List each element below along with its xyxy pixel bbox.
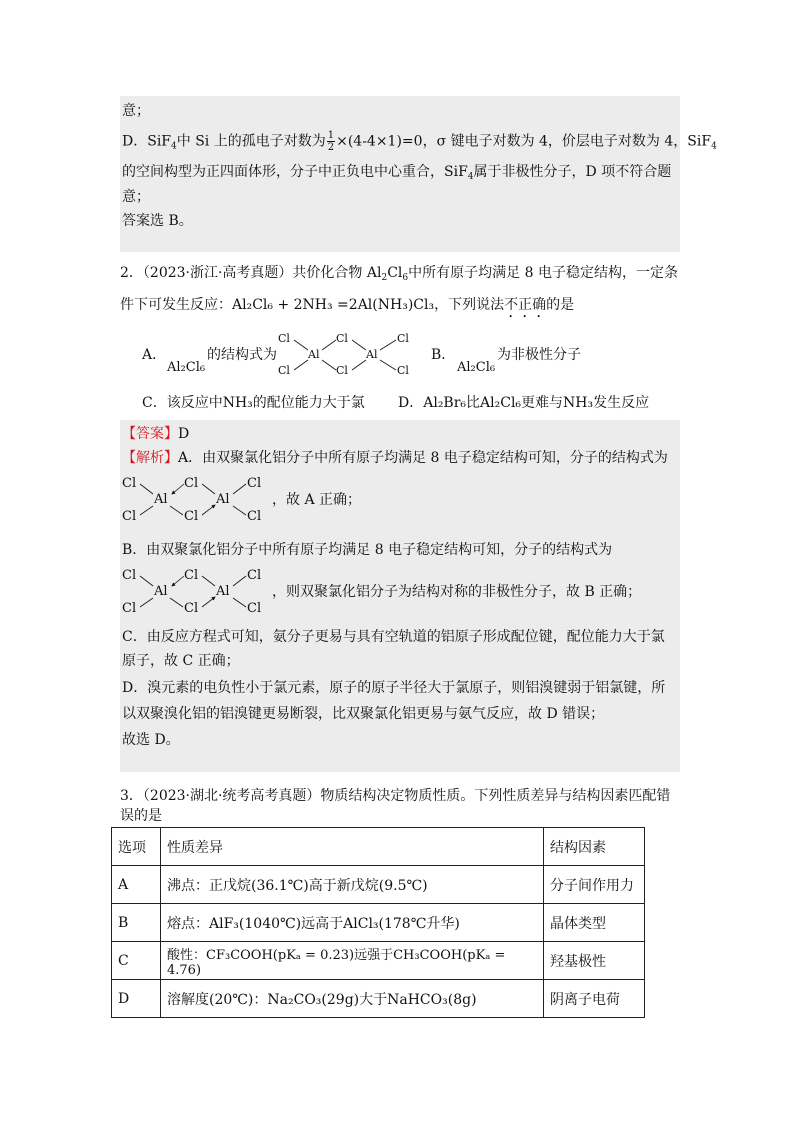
cl-atom: Cl — [247, 601, 262, 616]
cell-factor: 羟基极性 — [544, 942, 645, 980]
cell-factor: 分子间作用力 — [544, 866, 645, 904]
solution1-line-c: 的空间构型为正四面体形，分子中正负电中心重合，SiF$_4$属于非极性分子，D 项不符合题 — [122, 164, 672, 182]
cl-atom: Cl — [122, 601, 137, 616]
cl-atom: Cl — [336, 364, 348, 377]
solution1-line-e: 答案选 B。 — [122, 213, 193, 229]
analysis-c-line-1: C．由反应方程式可知，氨分子更易与具有空轨道的铝原子形成配位键，配位能力大于氯 — [122, 629, 665, 645]
al-atom: Al — [154, 584, 168, 599]
analysis-b-line: B．由双聚氯化铝分子中所有原子均满足 8 电子稳定结构可知，分子的结构式为 — [122, 542, 613, 558]
dimer-structure-analysis-a — [120, 474, 270, 524]
table-row — [112, 904, 645, 942]
al-atom: Al — [366, 348, 378, 361]
option-c: C．该反应中NH₃的配位能力大于氯 — [142, 395, 365, 411]
cl-atom: Cl — [122, 568, 137, 583]
dimer-structure-option-a — [270, 330, 420, 380]
answer-line: 【答案】D — [122, 426, 190, 442]
option-b-text: 为非极性分子 — [497, 347, 581, 363]
solution1-line-b: D．SiF$_4$中 Si 上的孤电子对数为 $\frac{1}{2}$ ×(4-4×1)=0，σ 键电子对数为 4，价层电子对数为 4，SiF$_4$ — [122, 130, 717, 153]
cl-atom: Cl — [278, 332, 290, 345]
option-a-label: A． — [142, 347, 167, 363]
cl-atom: Cl — [397, 332, 409, 345]
table-row — [112, 980, 645, 1018]
solution1-line-d: 意； — [122, 189, 150, 205]
question-3-header-1: 3．（2023·湖北·统考高考真题）物质结构决定物质性质。下列性质差异与结构因素匹配错 — [120, 788, 671, 804]
cell-property: 熔点：AlF₃(1040℃)远高于AlCl₃(178℃升华) — [161, 904, 544, 942]
option-b-formula: Al₂Cl₆ — [457, 360, 496, 375]
cell-option: A — [112, 866, 161, 904]
cl-atom: Cl — [122, 476, 137, 491]
cl-atom: Cl — [247, 509, 262, 524]
cl-atom: Cl — [247, 568, 262, 583]
table-row — [112, 942, 645, 980]
dimer-structure-analysis-b — [120, 566, 270, 616]
cl-atom: Cl — [184, 509, 199, 524]
analysis-b-end: ，则双聚氯化铝分子为结构对称的非极性分子，故 B 正确； — [272, 584, 642, 600]
cl-atom: Cl — [336, 332, 348, 345]
option-a-text: 的结构式为 — [207, 347, 277, 363]
cell-factor: 晶体类型 — [544, 904, 645, 942]
option-d: D．Al₂Br₆比Al₂Cl₆更难与NH₃发生反应 — [398, 395, 650, 411]
table-row — [112, 866, 645, 904]
cl-atom: Cl — [184, 476, 199, 491]
header-cell: 选项 — [112, 828, 161, 866]
property-table — [111, 827, 645, 1018]
al-atom: Al — [308, 348, 320, 361]
al-atom: Al — [216, 584, 230, 599]
cl-atom: Cl — [184, 568, 199, 583]
cl-atom: Cl — [278, 364, 290, 377]
cell-property: 沸点：正戊烷(36.1℃)高于新戊烷(9.5℃) — [161, 866, 544, 904]
table-header-row — [112, 828, 645, 866]
option-b-label: B． — [431, 347, 456, 363]
question-2-header: 2．（2023·浙江·高考真题）共价化合物 $Al_2Cl_6$中所有原子均满足 8 电子稳定结构，一定条 — [120, 265, 678, 283]
cell-option: D — [112, 980, 161, 1018]
analysis-a-end: ，故 A 正确； — [272, 492, 362, 508]
header-cell: 结构因素 — [544, 828, 645, 866]
question-2-line-2: 件下可发生反应：Al₂Cl₆ + 2NH₃ =2Al(NH₃)Cl₃，下列说法不正确的是 — [120, 297, 575, 313]
analysis-end: 故选 D。 — [122, 732, 180, 748]
cell-factor: 阴离子电荷 — [544, 980, 645, 1018]
option-a-formula: Al₂Cl₆ — [167, 360, 206, 375]
cl-atom: Cl — [122, 509, 137, 524]
cl-atom: Cl — [397, 364, 409, 377]
solution1-line-a: 意； — [122, 103, 150, 119]
cell-property: 酸性：CF₃COOH(pKₐ = 0.23)远强于CH₃COOH(pKₐ = 4.76) — [161, 942, 544, 980]
analysis-c-line-2: 原子，故 C 正确； — [122, 653, 240, 669]
al-atom: Al — [216, 492, 230, 507]
al-atom: Al — [154, 492, 168, 507]
analysis-a-line: 【解析】A．由双聚氯化铝分子中所有原子均满足 8 电子稳定结构可知，分子的结构式为 — [122, 450, 668, 466]
analysis-d-line-2: 以双聚溴化铝的铝溴键更易断裂，比双聚氯化铝更易与氨气反应，故 D 错误； — [122, 706, 605, 722]
cell-property: 溶解度(20℃)：Na₂CO₃(29g)大于NaHCO₃(8g) — [161, 980, 544, 1018]
cl-atom: Cl — [184, 601, 199, 616]
fraction: $\frac{1}{2}$ — [327, 130, 335, 153]
cell-option: C — [112, 942, 161, 980]
analysis-d-line-1: D．溴元素的电负性小于氯元素，原子的原子半径大于氯原子，则铝溴键弱于铝氯键，所 — [122, 680, 666, 696]
cell-option: B — [112, 904, 161, 942]
question-3-header-2: 误的是 — [120, 808, 162, 824]
cl-atom: Cl — [247, 476, 262, 491]
header-cell: 性质差异 — [161, 828, 544, 866]
reaction-equation: Al₂Cl₆ + 2NH₃ =2Al(NH₃)Cl₃ — [232, 297, 435, 313]
